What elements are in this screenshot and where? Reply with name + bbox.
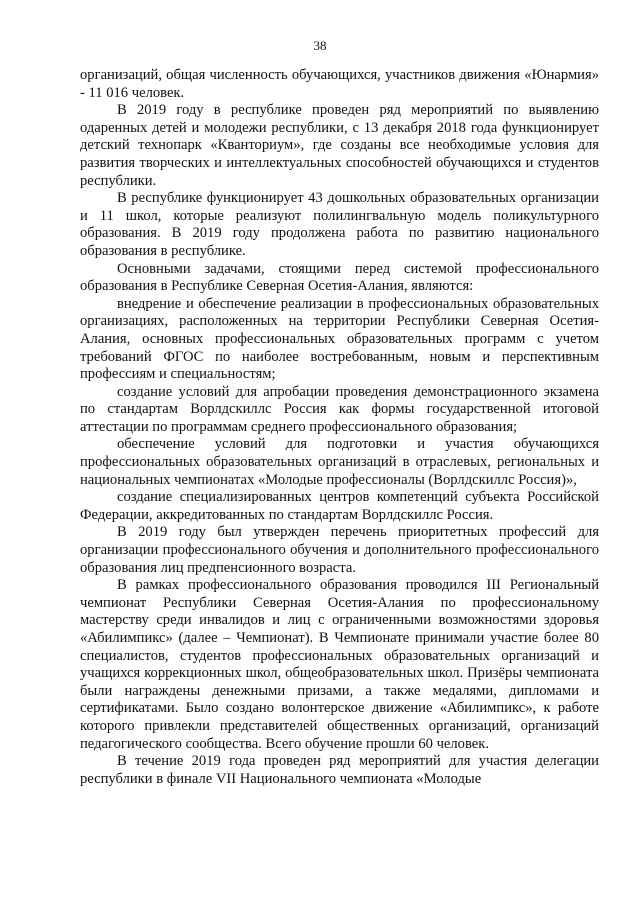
task-item-competence-centers: создание специализированных центров компетенций субъекта Российской Федерации, аккредитованных по стандартам Ворлдскиллс Россия.	[80, 489, 599, 523]
page-number: 38	[313, 38, 327, 53]
task-item-implementation: внедрение и обеспечение реализации в профессиональных образовательных организациях, расположенных на территории Республики Северная Осетия-Алания, основных профессиональных образовательных программ с учетом требований ФГОС по наиболее востребованным, новым и перспективным профессиям и специальностям;	[80, 295, 599, 383]
paragraph-multilingual-education: В республике функционирует 43 дошкольных образовательных организации и 11 школ, которые реализуют полилингвальную модель поликультурного образования. В 2019 году продолжена работа по развитию национального образования в республике.	[80, 190, 599, 259]
paragraph-national-final: В течение 2019 года проведен ряд мероприятий для участия делегации республики в финале VII Национального чемпионата «Молодые	[80, 753, 599, 787]
paragraph-abilympics: В рамках профессионального образования проводился III Региональный чемпионат Республики Северная Осетия-Алания по профессиональному мастерству среди инвалидов и лиц с ограниченными возможностями здоровья «Абилимпикс» (далее – Чемпионат). В Чемпионате принимали участие более 80 специалистов, студентов профессиональных образовательных организаций и учащихся коррекционных школ, общеобразовательных школ. Призёры чемпионата были награждены денежными призами, а также медалями, дипломами и сертификатами. Было создано волонтерское движение «Абилимпикс», к работе которого привлекли представителей общественных организаций, организаций педагогического сообщества. Всего обучение прошли 60 человек.	[80, 577, 599, 752]
paragraph-main-tasks: Основными задачами, стоящими перед системой профессионального образования в Республике Северная Осетия-Алания, являются:	[80, 260, 599, 295]
task-item-championships: обеспечение условий для подготовки и участия обучающихся профессиональных образовательных организаций в отраслевых, региональных и национальных чемпионатах «Молодые профессионалы (Ворлдскиллс Россия)»,	[80, 436, 599, 488]
paragraph-yunarmiya-count: организаций, общая численность обучающихся, участников движения «Юнармия» - 11 016 человек.	[80, 67, 599, 101]
task-item-demo-exam: создание условий для апробации проведения демонстрационного экзамена по стандартам Ворлдскиллс Россия как формы государственной итоговой аттестации по программам среднего профессионального образования;	[80, 383, 599, 435]
document-body	[80, 67, 599, 788]
paragraph-gifted-children: В 2019 году в республике проведен ряд мероприятий по выявлению одаренных детей и молодежи республики, с 13 декабря 2018 года функционирует детский технопарк «Кванториум», где созданы все необходимые условия для развития творческих и интеллектуальных способностей обучающихся и студентов республики.	[80, 102, 599, 189]
paragraph-priority-professions: В 2019 году был утвержден перечень приоритетных профессий для организации профессионального обучения и дополнительного профессионального образования лиц предпенсионного возраста.	[80, 524, 599, 576]
